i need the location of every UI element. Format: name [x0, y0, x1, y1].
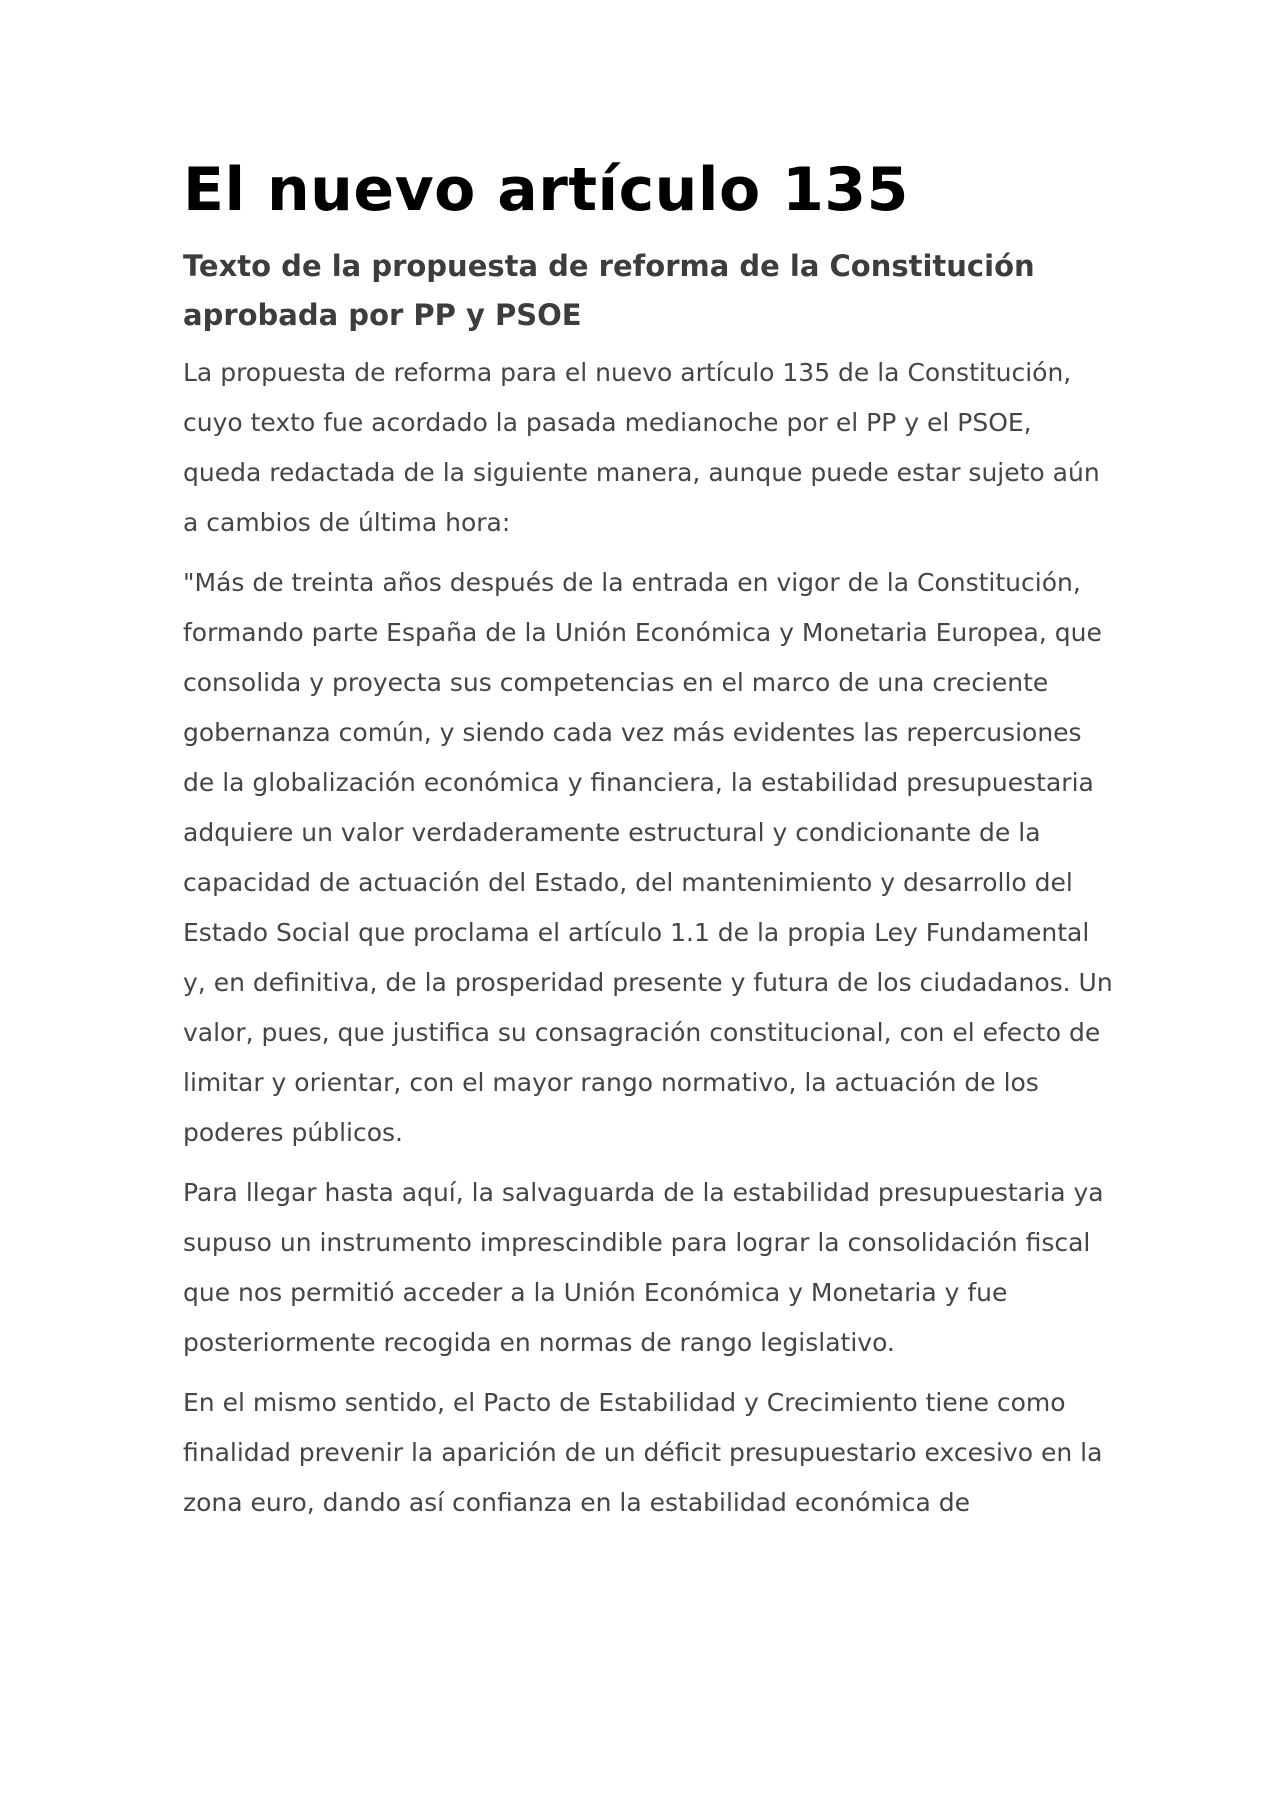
paragraph-quote-preamble: "Más de treinta años después de la entrada en vigor de la Constitución, formando parte España de la Unión Económica y Monetaria Europea, que consolida y proyecta sus competencias en el marco de una creciente gobernanza común, y siendo cada vez más evidentes las repercusiones de la globalización económica y financiera, la estabilidad presupuestaria adquiere un valor verdaderamente estructural y condicionante de la capacidad de actuación del Estado, del mantenimiento y desarrollo del Estado Social que proclama el artículo 1.1 de la propia Ley Fundamental y, en definitiva, de la prosperidad presente y futura de los ciudadanos. Un valor, pues, que justifica su consagración constitucional, con el efecto de limitar y orientar, con el mayor rango normativo, la actuación de los poderes públicos. — [183, 568, 1113, 1147]
document-page — [183, 150, 1113, 1528]
paragraph-intro: La propuesta de reforma para el nuevo artículo 135 de la Constitución, cuyo texto fue acordado la pasada medianoche por el PP y el PSOE, queda redactada de la siguiente manera, aunque puede estar sujeto aún a cambios de última hora: — [183, 358, 1100, 537]
page-title: El nuevo artículo 135 — [183, 155, 909, 225]
page-subtitle: Texto de la propuesta de reforma de la Constitución aprobada por PP y PSOE — [183, 249, 1035, 332]
paragraph-stability-pact: En el mismo sentido, el Pacto de Estabilidad y Crecimiento tiene como finalidad prevenir la aparición de un déficit presupuestario excesivo en la zona euro, dando así confianza en la estabilidad económica de — [183, 1388, 1103, 1517]
paragraph-fiscal-consolidation: Para llegar hasta aquí, la salvaguarda de la estabilidad presupuestaria ya supuso un instrumento imprescindible para lograr la consolidación fiscal que nos permitió acceder a la Unión Económica y Monetaria y fue posteriormente recogida en normas de rango legislativo. — [183, 1178, 1104, 1357]
